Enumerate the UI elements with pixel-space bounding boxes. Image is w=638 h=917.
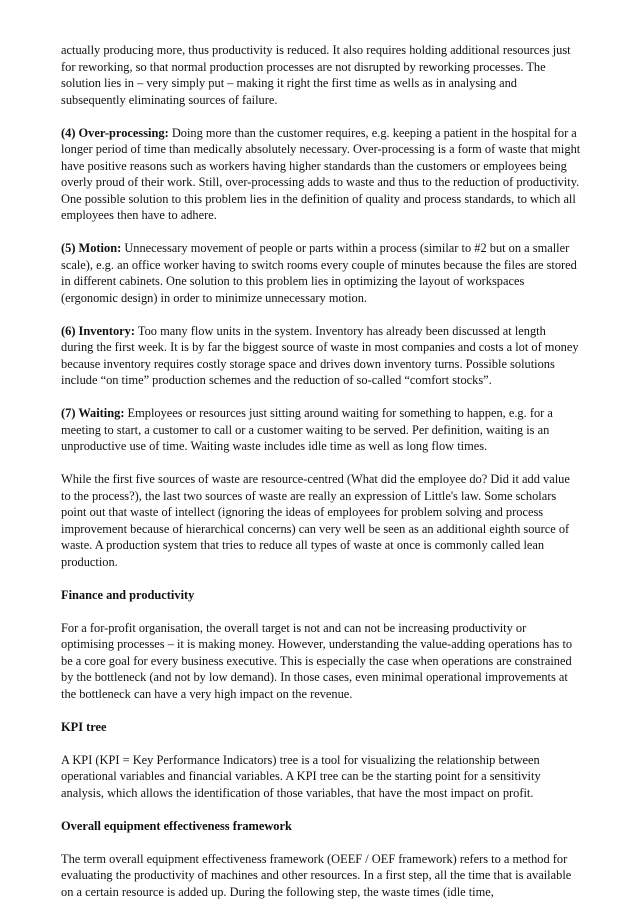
- paragraph-oee-framework: The term overall equipment effectiveness framework (OEEF / OEF framework) refers to a method for evaluating the productivity of machines and other resources. In a first step, all the time that is available on a certain resource is added up. During the following step, the waste times (idle time,: [61, 851, 572, 899]
- paragraph-finance: For a for-profit organisation, the overall target is not and can not be increasing productivity or optimising processes – it is making money. However, understanding the value-adding operations has to be a core goal for every business executive. This is especially the case when operations are constrained by the bottleneck (and not by low demand). In those cases, even minimal operational improvements at the bottleneck can have a very high impact on the revenue.: [61, 620, 573, 701]
- label-motion: (5) Motion:: [61, 241, 122, 255]
- label-waiting: (7) Waiting:: [61, 406, 125, 420]
- text-waiting: Employees or resources just sitting around waiting for something to happen, e.g. for a meeting to start, a customer to call or a customer waiting to be served. Per definition, waiting is an unproductive use of time. Waiting waste includes idle time as well as long flow times.: [61, 406, 553, 453]
- label-over-processing: (4) Over-processing:: [61, 125, 169, 140]
- paragraph-motion: [61, 240, 581, 306]
- paragraph-waiting: [61, 405, 581, 455]
- paragraph-inventory: [61, 323, 581, 389]
- paragraph-kpi-tree: A KPI (KPI = Key Performance Indicators) tree is a tool for visualizing the relationship between operational variables and financial variables. A KPI tree can be the starting point for a sensitivity analysis, which allows the identification of those variables, that have the most impact on profit.: [61, 752, 541, 800]
- paragraph-summary: While the first five sources of waste are resource-centred (What did the employee do? Did it add value to the process?), the last two sources of waste are really an expression of Little's law. Some scholars point out that waste of intellect (ignoring the ideas of employees for problem solving and process improvement because of hierarchical concerns) can very well be seen as an additional eighth source of waste. A production system that tries to reduce all types of waste at once is commonly called lean production.: [61, 472, 570, 569]
- paragraph-over-processing: [61, 125, 581, 224]
- heading-oee-framework: Overall equipment effectiveness framework: [61, 818, 292, 833]
- paragraph-intro: actually producing more, thus productivity is reduced. It also requires holding additional resources just for reworking, so that normal production processes are not disrupted by reworking processes. The solution lies in – very simply put – making it right the first time as wells as in analysing and subsequently eliminating sources of failure.: [61, 43, 571, 107]
- heading-finance: Finance and productivity: [61, 587, 195, 602]
- heading-kpi-tree: KPI tree: [61, 719, 107, 734]
- label-inventory: (6) Inventory:: [61, 323, 135, 338]
- text-over-processing: Doing more than the customer requires, e.g. keeping a patient in the hospital for a longer period of time than medically absolutely necessary. Over-processing is a form of waste that might have positive reasons such as workers having higher standards than the customers or employees being overly proud of their work. Still, over-processing adds to waste and thus to the reduction of productivity. One possible solution to this problem lies in the definition of quality and process standards, to which all employees then have to adhere.: [61, 125, 581, 222]
- text-inventory: Too many flow units in the system. Inventory has already been discussed at length during the first week. It is by far the biggest source of waste in most companies and costs a lot of money because inventory requires costly storage space and drives down inventory turns. Possible solutions include “on time” production schemes and the reduction of so-called “comfort stocks”.: [61, 323, 579, 387]
- text-motion: Unnecessary movement of people or parts within a process (similar to #2 but on a smaller scale), e.g. an office worker having to switch rooms every couple of minutes because the files are stored in different cabinets. One solution to this problem lies in optimizing the layout of workspaces (ergonomic design) in order to minimize unnecessary motion.: [61, 241, 577, 305]
- document-page: [61, 42, 581, 917]
